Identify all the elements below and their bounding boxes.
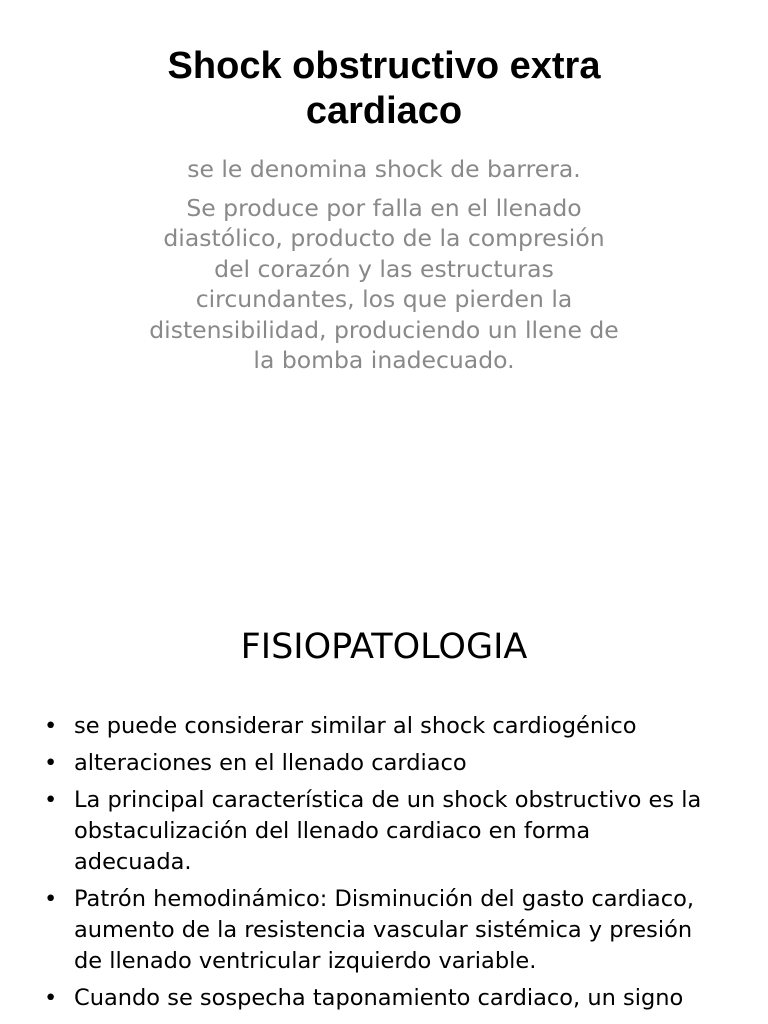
bullet-text-line: Cuando se sospecha taponamiento cardiaco, un signo [74, 985, 684, 1011]
bullet-text-line: adecuada. [74, 849, 192, 875]
slide1-subtitle-block [84, 154, 684, 185]
bullet-marker: • [44, 750, 58, 776]
slide1-description [84, 193, 684, 376]
bullet-item [44, 983, 744, 1014]
bullet-text-line: alteraciones en el llenado cardiaco [74, 750, 467, 776]
bullet-text-line: aumento de la resistencia vascular sistémica y presión [74, 917, 693, 943]
bullet-marker: • [44, 985, 58, 1011]
description-line: circundantes, los que pierden la [195, 285, 573, 313]
bullet-marker: • [44, 713, 58, 739]
bullet-list [44, 711, 744, 1020]
bullet-item [44, 884, 744, 977]
bullet-text-line: obstaculización del llenado cardiaco en forma [74, 818, 591, 844]
bullet-text-line: La principal característica de un shock obstructivo es la [74, 787, 702, 813]
bullet-item [44, 748, 744, 779]
description-line: distensibilidad, produciendo un llene de [149, 315, 619, 344]
slide1-body [84, 154, 684, 384]
bullet-text-line: de llenado ventricular izquierdo variable. [74, 948, 537, 974]
bullet-item [44, 711, 744, 742]
bullet-marker: • [44, 886, 58, 912]
bullet-item [44, 785, 744, 878]
bullet-marker: • [44, 787, 58, 813]
description-line: diastólico, producto de la compresión [163, 224, 605, 252]
description-line: Se produce por falla en el llenado [186, 193, 582, 222]
slide1-title-line: Shock obstructivo extra [167, 45, 601, 87]
slide1-title-line: cardiaco [305, 90, 463, 132]
slide1-title [84, 44, 684, 134]
slide1-subtitle: se le denomina shock de barrera. [187, 155, 581, 183]
description-line: la bomba inadecuado. [253, 346, 515, 374]
bullet-text-line: se puede considerar similar al shock cardiogénico [74, 713, 637, 739]
slide2-title: FISIOPATOLOGIA [240, 627, 528, 667]
bullet-text-line: Patrón hemodinámico: Disminución del gasto cardiaco, [74, 886, 694, 912]
description-line: del corazón y las estructuras [214, 254, 554, 283]
